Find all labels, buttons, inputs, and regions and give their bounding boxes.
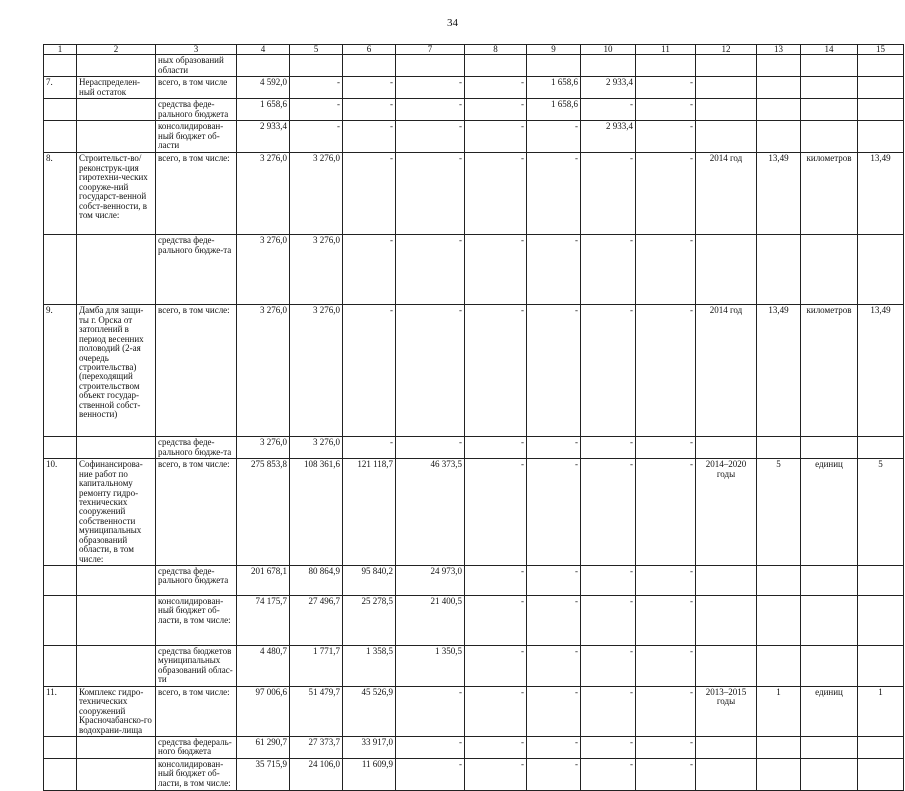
table-row: [44, 686, 904, 736]
table-cell: 11 609,9: [343, 758, 396, 790]
column-header: 2: [77, 45, 156, 55]
table-cell: [44, 437, 77, 459]
table-cell: единиц: [801, 459, 858, 566]
table-cell: 3 276,0: [290, 305, 343, 437]
table-cell: 13,49: [858, 305, 904, 437]
table-row: [44, 459, 904, 566]
table-cell: 24 106,0: [290, 758, 343, 790]
table-cell: [527, 55, 581, 77]
table-cell: 35 715,9: [237, 758, 290, 790]
table-cell: -: [396, 686, 465, 736]
table-cell: [696, 121, 757, 153]
table-cell: -: [465, 566, 527, 596]
table-cell: Дамба для защи-ты г. Орска от затоплений в период весенних половодий (2-ая очередь строительства) (переходящий строительством объект государ-ственной собст-венности): [77, 305, 156, 437]
table-cell: [757, 77, 801, 99]
table-cell: -: [465, 596, 527, 646]
table-cell: [77, 736, 156, 758]
table-cell: [77, 566, 156, 596]
table-cell: Софинансирова-ние работ по капитальному ремонту гидро-технических сооружений собственности муниципальных образований области, в том числе:: [77, 459, 156, 566]
table-cell: 3 276,0: [290, 235, 343, 305]
table-cell: 2 933,4: [581, 121, 636, 153]
table-cell: -: [396, 758, 465, 790]
table-cell: [290, 55, 343, 77]
table-cell: 74 175,7: [237, 596, 290, 646]
table-cell: -: [396, 153, 465, 235]
table-cell: [801, 121, 858, 153]
table-cell: -: [343, 77, 396, 99]
table-cell: 275 853,8: [237, 459, 290, 566]
table-row: [44, 646, 904, 687]
table-row: [44, 235, 904, 305]
table-cell: -: [527, 459, 581, 566]
table-cell: -: [465, 99, 527, 121]
table-cell: -: [465, 736, 527, 758]
table-cell: 13,49: [757, 305, 801, 437]
table-cell: -: [581, 758, 636, 790]
table-cell: 121 118,7: [343, 459, 396, 566]
table-cell: всего, в том числе:: [156, 459, 237, 566]
table-cell: -: [527, 121, 581, 153]
table-cell: 21 400,5: [396, 596, 465, 646]
table-cell: [77, 55, 156, 77]
table-cell: -: [465, 646, 527, 687]
table-cell: [757, 55, 801, 77]
table-cell: 201 678,1: [237, 566, 290, 596]
table-cell: -: [465, 121, 527, 153]
table-cell: -: [581, 686, 636, 736]
table-cell: [77, 99, 156, 121]
table-cell: [801, 437, 858, 459]
table-cell: -: [527, 305, 581, 437]
table-cell: -: [290, 99, 343, 121]
column-header: 3: [156, 45, 237, 55]
table-cell: [801, 77, 858, 99]
table-cell: 27 373,7: [290, 736, 343, 758]
table-cell: -: [343, 153, 396, 235]
table-cell: -: [343, 99, 396, 121]
column-header: 9: [527, 45, 581, 55]
table-cell: -: [465, 235, 527, 305]
table-cell: [696, 566, 757, 596]
table-cell: километров: [801, 305, 858, 437]
table-cell: 11.: [44, 686, 77, 736]
column-header: 12: [696, 45, 757, 55]
table-cell: [801, 758, 858, 790]
table-cell: 4 480,7: [237, 646, 290, 687]
table-cell: [858, 646, 904, 687]
table-cell: [858, 736, 904, 758]
table-cell: консолидирован-ный бюджет об-ласти: [156, 121, 237, 153]
table-cell: [77, 758, 156, 790]
table-cell: -: [343, 235, 396, 305]
table-cell: средства феде-рального бюджета: [156, 566, 237, 596]
table-cell: средства феде-рального бюдже-та: [156, 235, 237, 305]
table-cell: 7.: [44, 77, 77, 99]
table-cell: 61 290,7: [237, 736, 290, 758]
table-cell: 24 973,0: [396, 566, 465, 596]
table-cell: -: [581, 99, 636, 121]
table-cell: -: [636, 459, 696, 566]
table-cell: -: [527, 235, 581, 305]
table-cell: 9.: [44, 305, 77, 437]
table-cell: [77, 235, 156, 305]
table-cell: 1: [757, 686, 801, 736]
table-cell: [77, 646, 156, 687]
table-cell: 5: [858, 459, 904, 566]
table-cell: консолидирован-ный бюджет об-ласти, в том числе:: [156, 596, 237, 646]
table-cell: [44, 121, 77, 153]
table-cell: консолидирован-ный бюджет об-ласти, в том числе:: [156, 758, 237, 790]
column-header: 7: [396, 45, 465, 55]
table-body: [44, 55, 904, 790]
table-cell: 3 276,0: [290, 153, 343, 235]
table-cell: [77, 121, 156, 153]
table-cell: -: [527, 736, 581, 758]
table-cell: 2 933,4: [237, 121, 290, 153]
table-cell: [858, 55, 904, 77]
table-cell: -: [636, 153, 696, 235]
table-cell: [696, 596, 757, 646]
table-cell: 5: [757, 459, 801, 566]
table-cell: [465, 55, 527, 77]
table-cell: 2014 год: [696, 305, 757, 437]
table-cell: [77, 437, 156, 459]
table-row: [44, 437, 904, 459]
table-cell: [343, 55, 396, 77]
table-cell: -: [527, 646, 581, 687]
table-row: [44, 121, 904, 153]
table-cell: [757, 121, 801, 153]
table-cell: -: [581, 437, 636, 459]
table-cell: единиц: [801, 686, 858, 736]
table-cell: 2014 год: [696, 153, 757, 235]
table-cell: -: [636, 686, 696, 736]
table-cell: [801, 235, 858, 305]
table-cell: [858, 235, 904, 305]
table-cell: [858, 77, 904, 99]
table-cell: -: [527, 596, 581, 646]
column-header: 5: [290, 45, 343, 55]
table-cell: 1 358,5: [343, 646, 396, 687]
table-cell: -: [636, 305, 696, 437]
column-header: 8: [465, 45, 527, 55]
table-cell: 97 006,6: [237, 686, 290, 736]
table-cell: -: [396, 235, 465, 305]
table-cell: [858, 758, 904, 790]
table-cell: [858, 596, 904, 646]
table-cell: 95 840,2: [343, 566, 396, 596]
table-cell: 3 276,0: [237, 235, 290, 305]
table-cell: [757, 99, 801, 121]
table-cell: -: [527, 686, 581, 736]
table-cell: -: [636, 235, 696, 305]
table-row: [44, 596, 904, 646]
table-cell: -: [343, 305, 396, 437]
table-cell: Строительст-во/реконструк-ция гиротехни-ческих сооруже-ний государст-венной собст-венности, в том числе:: [77, 153, 156, 235]
table-cell: 33 917,0: [343, 736, 396, 758]
table-cell: [696, 235, 757, 305]
table-cell: -: [581, 459, 636, 566]
table-cell: -: [581, 153, 636, 235]
table-cell: [396, 55, 465, 77]
table-cell: 51 479,7: [290, 686, 343, 736]
header-row: [44, 45, 904, 55]
table-row: [44, 736, 904, 758]
table-cell: [44, 55, 77, 77]
table-cell: [77, 596, 156, 646]
table-cell: 46 373,5: [396, 459, 465, 566]
table-cell: Нераспределен-ный остаток: [77, 77, 156, 99]
table-cell: средства бюджетов муниципальных образований облас-ти: [156, 646, 237, 687]
table-cell: [44, 758, 77, 790]
table-cell: -: [636, 596, 696, 646]
table-cell: [696, 99, 757, 121]
table-cell: -: [290, 77, 343, 99]
table-cell: -: [465, 153, 527, 235]
column-header: 15: [858, 45, 904, 55]
table-cell: 45 526,9: [343, 686, 396, 736]
table-cell: -: [396, 99, 465, 121]
table-cell: средства федераль-ного бюджета: [156, 736, 237, 758]
table-row: [44, 99, 904, 121]
table-cell: [696, 77, 757, 99]
table-cell: -: [396, 77, 465, 99]
table-cell: [696, 55, 757, 77]
table-cell: [44, 566, 77, 596]
table-cell: 13,49: [757, 153, 801, 235]
table-cell: [858, 121, 904, 153]
table-cell: -: [636, 646, 696, 687]
table-cell: -: [636, 99, 696, 121]
table-cell: 25 278,5: [343, 596, 396, 646]
table-cell: 1 658,6: [237, 99, 290, 121]
table-cell: [801, 736, 858, 758]
table-cell: 3 276,0: [237, 305, 290, 437]
table-cell: 1 771,7: [290, 646, 343, 687]
table-cell: [757, 437, 801, 459]
table-cell: [44, 99, 77, 121]
table-cell: -: [465, 459, 527, 566]
table-cell: [757, 235, 801, 305]
table-cell: -: [465, 305, 527, 437]
table-cell: [696, 758, 757, 790]
table-cell: -: [581, 596, 636, 646]
table-cell: -: [636, 77, 696, 99]
table-cell: [44, 646, 77, 687]
table-cell: -: [396, 121, 465, 153]
table-cell: 2013–2015 годы: [696, 686, 757, 736]
table-cell: [757, 566, 801, 596]
table-cell: -: [527, 153, 581, 235]
table-cell: -: [636, 437, 696, 459]
table-cell: 1: [858, 686, 904, 736]
table-cell: ных образований области: [156, 55, 237, 77]
table-cell: -: [527, 437, 581, 459]
table-row: [44, 758, 904, 790]
table-cell: 27 496,7: [290, 596, 343, 646]
table-cell: 10.: [44, 459, 77, 566]
table-cell: 2014–2020 годы: [696, 459, 757, 566]
table-cell: [44, 235, 77, 305]
column-header: 10: [581, 45, 636, 55]
table-cell: -: [465, 437, 527, 459]
table-cell: -: [527, 566, 581, 596]
table-cell: -: [290, 121, 343, 153]
table-cell: всего, в том числе:: [156, 305, 237, 437]
table-cell: 1 350,5: [396, 646, 465, 687]
table-cell: [44, 596, 77, 646]
table-cell: [801, 646, 858, 687]
table-cell: [696, 646, 757, 687]
table-cell: -: [581, 646, 636, 687]
table-row: [44, 566, 904, 596]
table-cell: 4 592,0: [237, 77, 290, 99]
table-cell: -: [396, 305, 465, 437]
table-cell: -: [636, 758, 696, 790]
table-cell: -: [343, 437, 396, 459]
table-cell: -: [343, 121, 396, 153]
table-cell: 13,49: [858, 153, 904, 235]
table-cell: -: [465, 758, 527, 790]
table-cell: [801, 99, 858, 121]
table-cell: [696, 736, 757, 758]
table-cell: 108 361,6: [290, 459, 343, 566]
table-cell: -: [527, 758, 581, 790]
table-cell: 1 658,6: [527, 77, 581, 99]
table-cell: всего, в том числе: [156, 77, 237, 99]
table-cell: -: [636, 566, 696, 596]
table-cell: 3 276,0: [290, 437, 343, 459]
column-header: 13: [757, 45, 801, 55]
table-row: [44, 153, 904, 235]
table-cell: -: [581, 305, 636, 437]
table-row: [44, 77, 904, 99]
table-cell: всего, в том числе:: [156, 686, 237, 736]
table-cell: [801, 596, 858, 646]
column-header: 1: [44, 45, 77, 55]
table-cell: -: [396, 437, 465, 459]
table-cell: [757, 646, 801, 687]
table-cell: [581, 55, 636, 77]
table-cell: -: [581, 566, 636, 596]
table-cell: -: [396, 736, 465, 758]
table-cell: [858, 437, 904, 459]
page-number: 34: [447, 17, 458, 29]
table-cell: -: [581, 736, 636, 758]
table-cell: -: [465, 686, 527, 736]
table-cell: 2 933,4: [581, 77, 636, 99]
table-cell: 3 276,0: [237, 153, 290, 235]
table-cell: 8.: [44, 153, 77, 235]
table-cell: [801, 55, 858, 77]
table-cell: -: [465, 77, 527, 99]
table-cell: [858, 566, 904, 596]
table-row: [44, 55, 904, 77]
table-row: [44, 305, 904, 437]
table-cell: -: [636, 121, 696, 153]
table-cell: 3 276,0: [237, 437, 290, 459]
table-cell: -: [581, 235, 636, 305]
table-cell: [44, 736, 77, 758]
budget-table: [43, 44, 904, 791]
table-cell: [757, 758, 801, 790]
table-cell: [757, 596, 801, 646]
table-cell: -: [636, 736, 696, 758]
table-cell: [801, 566, 858, 596]
table-cell: [696, 437, 757, 459]
table-cell: [636, 55, 696, 77]
table-cell: 80 864,9: [290, 566, 343, 596]
table-cell: [237, 55, 290, 77]
table-cell: километров: [801, 153, 858, 235]
table-cell: [757, 736, 801, 758]
column-header: 6: [343, 45, 396, 55]
column-header: 14: [801, 45, 858, 55]
table-cell: средства феде-рального бюдже-та: [156, 437, 237, 459]
table-cell: [858, 99, 904, 121]
table-cell: средства феде-рального бюджета: [156, 99, 237, 121]
table-cell: всего, в том числе:: [156, 153, 237, 235]
column-header: 4: [237, 45, 290, 55]
table-cell: 1 658,6: [527, 99, 581, 121]
table-cell: Комплекс гидро-технических сооружений Красночабанско-го водохрани-лища: [77, 686, 156, 736]
column-header: 11: [636, 45, 696, 55]
